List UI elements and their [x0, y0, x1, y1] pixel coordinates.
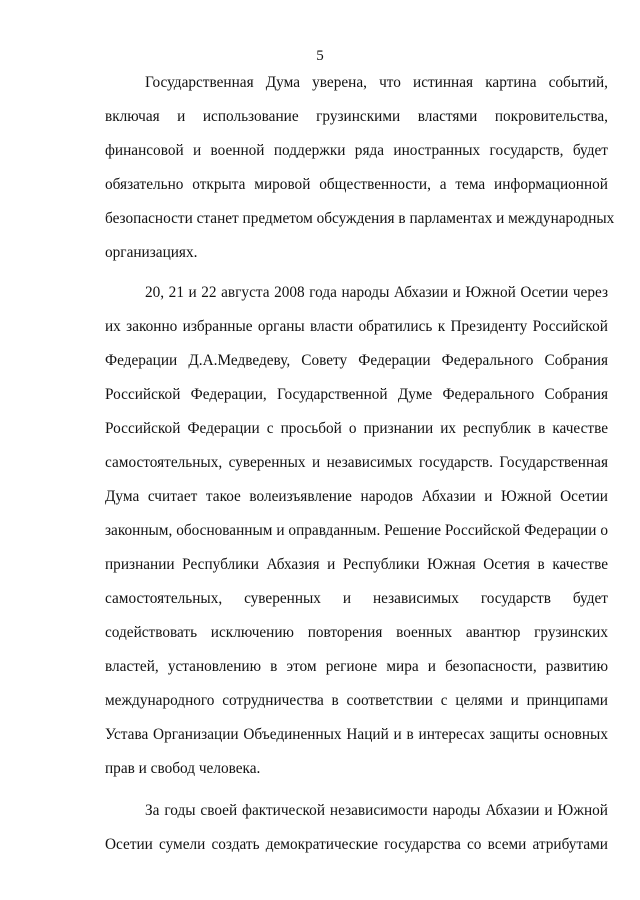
text-line: Осетии сумели создать демократические государства со всеми атрибутами: [105, 836, 608, 853]
text-line: финансовой и военной поддержки ряда иностранных государств, будет: [105, 142, 608, 159]
text-line: Российской Федерации, Государственной Думе Федерального Собрания: [105, 386, 608, 403]
page-number: 5: [316, 48, 324, 64]
text-line: законным, обоснованным и оправданным. Решение Российской Федерации о: [105, 522, 608, 539]
text-line: Дума считает такое волеизъявление народов Абхазии и Южной Осетии: [105, 488, 608, 505]
text-line: безопасности станет предметом обсуждения в парламентах и международных: [105, 210, 615, 227]
paragraph-1: [105, 66, 615, 270]
text-line: обязательно открыта мировой общественности, а тема информационной: [105, 176, 608, 193]
text-line: самостоятельных, суверенных и независимых государств будет: [105, 590, 608, 607]
text-line: международного сотрудничества в соответствии с целями и принципами: [105, 692, 608, 709]
text-line: включая и использование грузинскими властями покровительства,: [105, 108, 608, 125]
text-line: Федерации Д.А.Медведеву, Совету Федерации Федерального Собрания: [105, 352, 608, 369]
text-line: Российской Федерации с просьбой о признании их республик в качестве: [105, 420, 608, 437]
text-line: За годы своей фактической независимости народы Абхазии и Южной: [145, 802, 608, 819]
text-line: самостоятельных, суверенных и независимых государств. Государственная: [105, 454, 608, 471]
paragraph-2: [105, 276, 608, 786]
text-line: 20, 21 и 22 августа 2008 года народы Абхазии и Южной Осетии через: [145, 284, 608, 301]
text-line: признании Республики Абхазия и Республики Южная Осетия в качестве: [105, 556, 608, 573]
paragraph-3: [105, 794, 608, 862]
text-line: властей, установлению в этом регионе мира и безопасности, развитию: [105, 658, 608, 675]
text-line: прав и свобод человека.: [105, 760, 261, 777]
text-line: организациях.: [105, 244, 198, 261]
text-line: содействовать исключению повторения военных авантюр грузинских: [105, 624, 608, 641]
text-line: Государственная Дума уверена, что истинная картина событий,: [145, 74, 608, 91]
text-line: Устава Организации Объединенных Наций и в интересах защиты основных: [105, 726, 608, 743]
text-line: их законно избранные органы власти обратились к Президенту Российской: [105, 318, 608, 335]
